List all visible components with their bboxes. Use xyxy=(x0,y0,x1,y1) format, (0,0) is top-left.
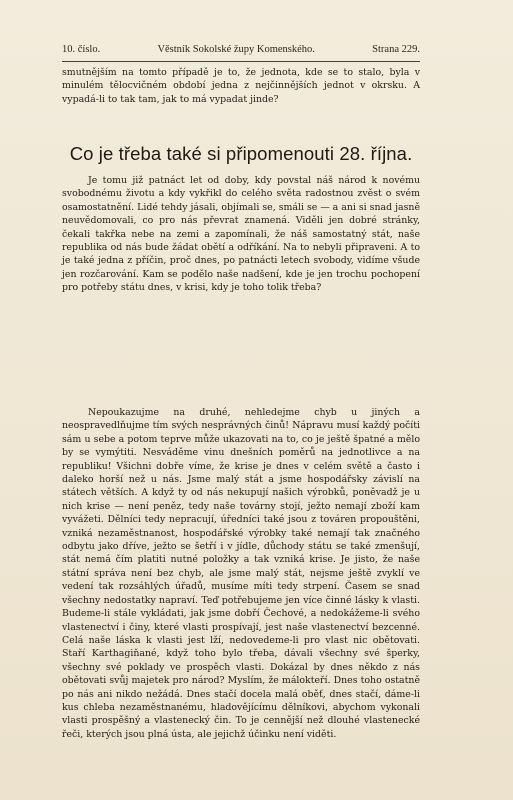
body-paragraph-1: Je tomu již patnáct let od doby, kdy povstal náš národ k novému svobodnému životu a kdy vykřikl do celého světa radostnou zvěst o svém osamostatnění. Lidé tehdy jásali, objímali se, smáli se — a ani si snad jasně neuvědomovali, co pro nás převrat znamená. Viděli jen dobré stránky, čekali takřka nebe na zemi a zapomínali, že náš samostatný stát, naše republika od nás bude žádat obětí a odříkání. Na to nebyli připraveni. A to je také jedna z příčin, proč dnes, po patnácti letech svobody, vidíme všude jen rozčarování. Kam se podělo naše nadšení, kde je jen trochu pochopení pro potřeby státu dnes, v krisi, kdy je toho tolik třeba? xyxy=(62,175,420,294)
journal-title: Věstník Sokolské župy Komenského. xyxy=(157,44,315,55)
running-header xyxy=(62,44,420,55)
body-paragraph-2: Nepoukazujme na druhé, nehledejme chyb u jiných a neospravedlňujme tím svých nesprávných činů! Nápravu musí každý počíti sám u sebe a potom teprve může ukazovati na to, co je ještě špatné a mělo by se vymýtiti. Nesváděme vinu dnešních poměrů na jednotlivce a na republiku! Všichni dobře víme, že krise je dnes v celém světě a často i daleko horší než u nás. Jsme malý stát a jsme hospodářsky závislí na státech větších. A když ty od nás nekupují našich výrobků, poněvadž je u nich krise — není peněz, tedy naše továrny stojí, ježto nemají zboží kam vyvážeti. Dělníci tedy nepracují, úředníci také jsou z továren propouštěni, vzniká nezaměstnanost, hospodářské výrobky také nemají tak značného odbytu jako dříve, ježto se šetří i v jídle, důchody státu se také zmenšují, stát nemá čím platiti nutné položky a tak vzniká krise. Je jisto, že naše státní správa není bez chyb, ale jsme malý stát, nejsme ještě zvyklí ve vedení tak rozsáhlých úřadů, musíme míti tedy strpení. Časem se snad všechny nedostatky napraví. Teď potřebujeme jen více činné lásky k vlasti. Budeme-li stále vykládati, jak jsme dobří Čechové, a nedokážeme-li svého vlastenectví i činy, které vlasti prospívají, jest naše vlastenectví bezcenné. Celá naše láska k vlasti jest lží, nedovedeme-li pro vlast nic obětovati. Staří Karthagiňané, když toho bylo třeba, dávali všechny své šperky, všechny své poklady ve prospěch vlasti. Dokázal by dnes někdo z nás obětovati svůj majetek pro národ? Myslím, že málokteří. Dnes toho ostatně po nás ani nikdo nežádá. Dnes stačí docela malá oběť, dnes stačí, dáme-li kus chleba nezaměstnanému, hladovějícímu dělníkovi, abychom vykonali vlasti prospěšný a vlastenecký čin. To je cennější než dlouhé vlastenecké řeči, kterých jsou plná ústa, ale jejichž účinku není viděti. xyxy=(62,407,420,740)
page-number: Strana 229. xyxy=(372,44,420,55)
issue-number: 10. číslo. xyxy=(62,44,101,55)
header-rule xyxy=(62,61,420,62)
intro-paragraph: smutnějším na tomto případě je to, že jednota, kde se to stalo, byla v minulém tělocvičném období jedna z nejčinnějších jednot v okrsku. A vypadá-li to tak tam, jak to má vypadat jinde? xyxy=(62,67,420,105)
article-title: Co je třeba také si připomenouti 28. října. xyxy=(69,143,413,164)
